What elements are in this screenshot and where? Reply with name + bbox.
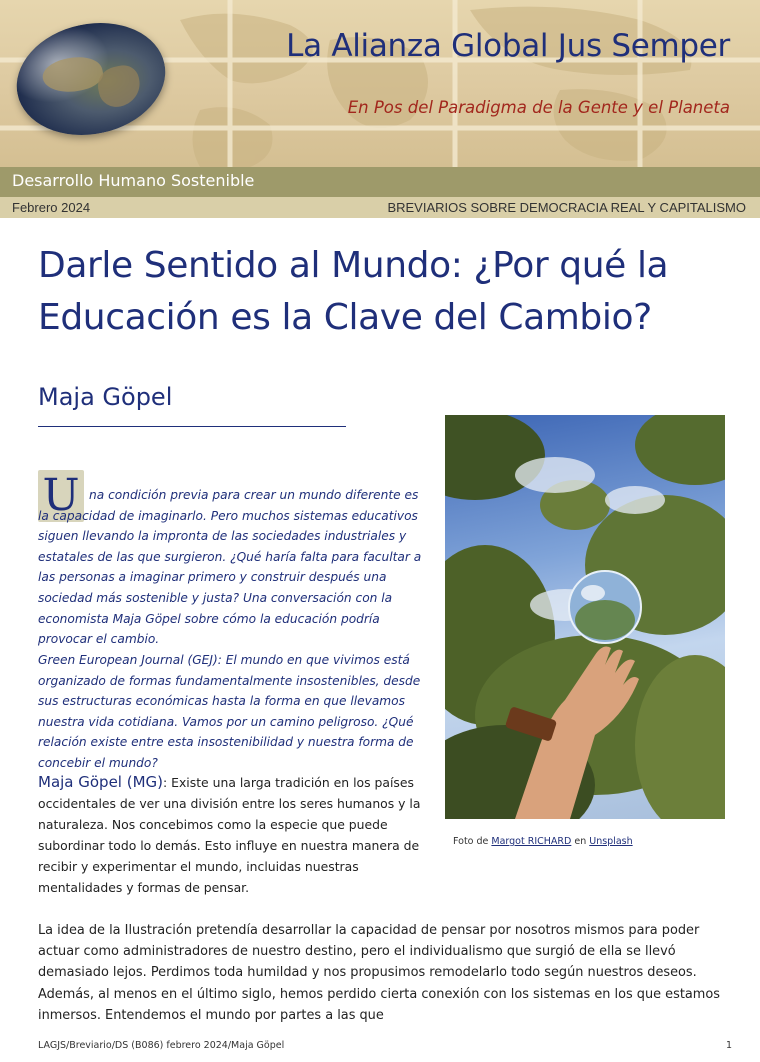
footer-reference: LAGJS/Breviario/DS (B086) febrero 2024/Maja Göpel	[38, 1040, 285, 1051]
article-photo	[445, 415, 725, 819]
photo-caption: Foto de Margot RICHARD en Unsplash	[453, 836, 633, 847]
author-divider	[38, 426, 346, 427]
page-number: 1	[725, 1040, 732, 1051]
info-bar	[0, 197, 760, 218]
intro-paragraph: na condición previa para crear un mundo diferente es la capacidad de imaginarlo. Pero muchos sistemas educativos siguen llevando la impronta de las sociedades industriales y estatales de las que surgieron. ¿Qué haría falta para facultar a las personas a imaginar primero y construir después una sociedad más sostenible y justa? Una conversación con la economista Maja Göpel sobre cómo la educación podría provocar el cambio.	[38, 488, 422, 647]
photographer-link[interactable]: Margot RICHARD	[491, 836, 572, 847]
organization-tagline: En Pos del Paradigma de la Gente y el Planeta	[347, 98, 730, 117]
speaker-label: Maja Göpel (MG)	[38, 773, 164, 791]
section-name: Desarrollo Humano Sostenible	[12, 171, 255, 190]
series-name: BREVIARIOS SOBRE DEMOCRACIA REAL Y CAPITALISMO	[387, 200, 746, 215]
unsplash-link[interactable]: Unsplash	[589, 836, 633, 847]
drop-cap: U	[38, 470, 84, 522]
organization-title: La Alianza Global Jus Semper	[286, 28, 730, 64]
body-paragraph: La idea de la Ilustración pretendía desarrollar la capacidad de pensar por nosotros mismos para poder actuar como administradores de nuestro destino, pero el individualismo que surgió de ella se llevó demasiado lejos. Perdimos toda humildad y nos propusimos remodelarlo todo según nuestros deseos. Además, al menos en el último siglo, hemos perdido cierta conexión con los sistemas en los que estamos inmersos. Entendemos el mundo por partes a las que	[38, 923, 720, 1023]
photo-illustration	[445, 415, 725, 819]
interview-question: Green European Journal (GEJ): El mundo en que vivimos está organizado de formas fundamentalmente insostenibles, desde sus estructuras económicas hasta la forma en que llevamos nuestra vida cotidiana. Vamos por un camino peligroso. ¿Qué relación existe entre esta insostenibilidad y nuestra forma de concebir el mundo?	[38, 653, 421, 770]
header-banner	[0, 0, 760, 167]
article-author: Maja Göpel	[38, 383, 173, 411]
issue-date: Febrero 2024	[12, 200, 91, 215]
article-title: Darle Sentido al Mundo: ¿Por qué la Educación es la Clave del Cambio?	[38, 245, 669, 338]
interview-answer: Maja Göpel (MG): Existe una larga tradición en los países occidentales de ver una división entre los seres humanos y la naturaleza. Nos concebimos como la especie que puede subordinar todo lo demás. Esto influye en nuestra manera de recibir y experimentar el mundo, incluidas nuestras mentalidades y formas de pensar.	[38, 773, 421, 895]
section-bar	[0, 167, 760, 197]
